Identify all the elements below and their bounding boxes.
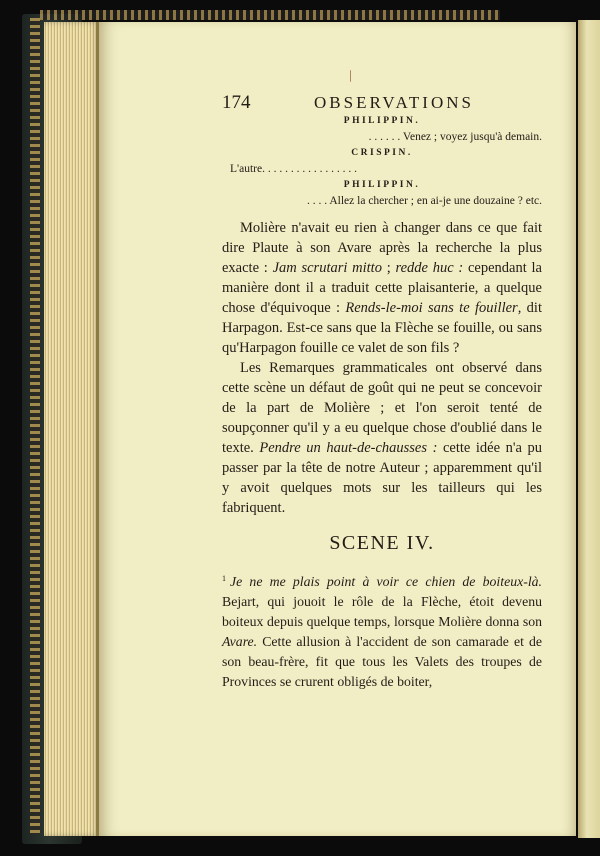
- running-head: OBSERVATIONS: [314, 93, 474, 112]
- speaker-name: CRISPIN.: [351, 148, 413, 158]
- page-header: [222, 92, 542, 114]
- speaker-name: PHILIPPIN.: [343, 180, 421, 190]
- speech-line: . . . . Allez la chercher ; en ai-je une douzaine ? etc.: [307, 195, 542, 207]
- page-gutter: [96, 22, 99, 836]
- facing-page-edge: [578, 20, 600, 838]
- speaker-name: PHILIPPIN.: [343, 116, 421, 126]
- page-content: [222, 92, 542, 692]
- scene-heading: SCENE IV.: [329, 532, 435, 554]
- speech-line: . . . . . . Venez ; voyez jusqu'à demain.: [368, 131, 542, 143]
- footnote: $^1$ Je ne me plais point à voir ce chien de boiteux-là. Bejart, qui jouoit le rôle de la Flèche, étoit devenu boiteux depuis quelque temps, lorsque Molière donna son Avare. Cette allusion à l'accident de son camarade et de son beau-frère, fit que tous les Valets des troupes de Provinces se crurent obligés de boiter,: [222, 574, 542, 689]
- paragraph-remarques: Les Remarques grammaticales ont observé dans cette scène un défaut de goût qui ne peut se concevoir de la part de Molière ; et l'on seroit tenté de soupçonner qu'il y a eu quelque chose d'oublié dans le texte. Pendre un haut-de-chausses : cette idée n'a pu passer par la tête de notre Auteur ; apparemment qu'il y avoit quelques mots sur les tailleurs qui les fabriquent.: [222, 360, 542, 516]
- page-mark: [350, 70, 352, 82]
- paragraph-avare: Molière n'avait eu rien à changer dans ce que fait dire Plaute à son Avare après la recherche la plus exacte : Jam scrutari mitto ; redde huc : cependant la manière dont il a traduit cette plaisanterie, a quelque chose d'équivoque : Rends-le-moi sans te fouiller, dit Harpagon. Est-ce sans que la Flèche se fouille, ou sans qu'Harpagon fouille ce valet de son fils ?: [222, 220, 542, 356]
- footnote-marker: 1: [222, 574, 226, 583]
- gilt-spine-ornament: [30, 18, 40, 834]
- page-number: 174: [222, 92, 251, 113]
- speech-line: L'autre. . . . . . . . . . . . . . . . .: [230, 163, 357, 175]
- page-edges: [44, 22, 100, 836]
- gilt-top-ornament: [40, 10, 500, 20]
